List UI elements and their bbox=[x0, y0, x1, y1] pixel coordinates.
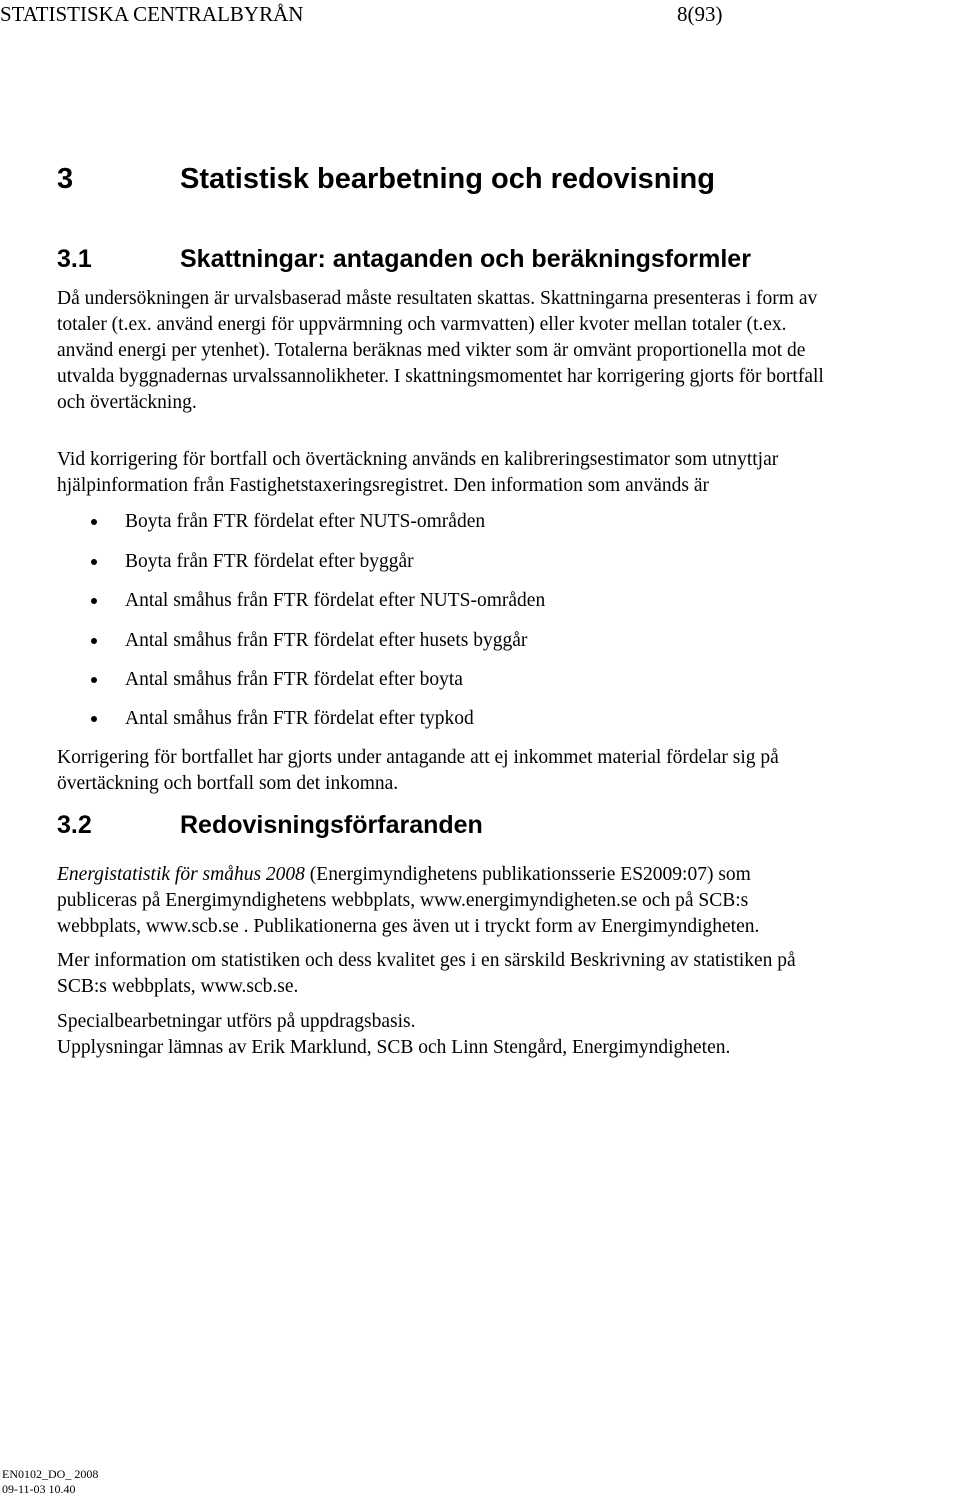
text-line: Vid korrigering för bortfall och övertäckning används en kalibreringsestimator som utnyttjar bbox=[57, 449, 779, 470]
section-3-2-title: Redovisningsförfaranden bbox=[180, 811, 483, 839]
text-line: totaler (t.ex. använd energi för uppvärmning och varmvatten) eller kvoter mellan totaler (t.ex. bbox=[57, 314, 787, 335]
publication-series: (Energimyndighetens publikationsserie ES2009:07) som bbox=[304, 864, 751, 885]
text-line: SCB:s webbplats, www.scb.se. bbox=[57, 976, 299, 997]
list-item: Antal småhus från FTR fördelat efter husets byggår bbox=[125, 630, 528, 651]
section-3-number: 3 bbox=[57, 163, 74, 195]
text-line: övertäckning och bortfall som det inkomna. bbox=[57, 773, 399, 794]
list-item: Antal småhus från FTR fördelat efter boyta bbox=[125, 669, 463, 690]
header-page-number: 8(93) bbox=[677, 2, 723, 26]
text-line: använd energi per ytenhet). Totalerna beräknas med vikter som är omvänt proportionella mot de bbox=[57, 340, 806, 361]
text-line: Upplysningar lämnas av Erik Marklund, SCB och Linn Stengård, Energimyndigheten. bbox=[57, 1037, 731, 1058]
section-3-1-number: 3.1 bbox=[57, 245, 92, 273]
bullet-icon bbox=[91, 716, 97, 722]
header-organization: STATISTISKA CENTRALBYRÅN bbox=[0, 2, 304, 26]
bullet-icon bbox=[91, 638, 97, 644]
list-item: Antal småhus från FTR fördelat efter NUTS-områden bbox=[125, 590, 546, 611]
section-3-2-number: 3.2 bbox=[57, 811, 92, 839]
text-line bbox=[57, 863, 751, 887]
section-3-title: Statistisk bearbetning och redovisning bbox=[180, 163, 715, 195]
bullet-icon bbox=[91, 598, 97, 604]
text-line: utvalda byggnadernas urvalssannolikheter. I skattningsmomentet har korrigering gjorts för bortfall bbox=[57, 366, 824, 387]
footer-document-id: EN0102_DO_ 2008 bbox=[2, 1467, 99, 1481]
publication-title: Energistatistik för småhus 2008 bbox=[57, 864, 305, 885]
text-line: Korrigering för bortfallet har gjorts under antagande att ej inkommet material fördelar sig på bbox=[57, 747, 779, 768]
bullet-icon bbox=[91, 559, 97, 565]
list-item: Boyta från FTR fördelat efter byggår bbox=[125, 551, 414, 572]
bullet-icon bbox=[91, 519, 97, 525]
footer-timestamp: 09-11-03 10.40 bbox=[2, 1482, 76, 1496]
bullet-icon bbox=[91, 677, 97, 683]
text-line: hjälpinformation från Fastighetstaxeringsregistret. Den information som används är bbox=[57, 475, 710, 496]
list-item: Antal småhus från FTR fördelat efter typkod bbox=[125, 708, 474, 729]
list-item: Boyta från FTR fördelat efter NUTS-områden bbox=[125, 511, 486, 532]
section-3-1-title: Skattningar: antaganden och beräkningsformler bbox=[180, 245, 751, 273]
text-line: Då undersökningen är urvalsbaserad måste resultaten skattas. Skattningarna presenteras i form av bbox=[57, 288, 818, 309]
text-line: Mer information om statistiken och dess kvalitet ges i en särskild Beskrivning av statistiken på bbox=[57, 950, 796, 971]
text-line: Specialbearbetningar utförs på uppdragsbasis. bbox=[57, 1011, 416, 1032]
text-line: publiceras på Energimyndighetens webbplats, www.energimyndigheten.se och på SCB:s bbox=[57, 890, 749, 911]
text-line: och övertäckning. bbox=[57, 392, 197, 413]
text-line: webbplats, www.scb.se . Publikationerna ges även ut i tryckt form av Energimyndigheten. bbox=[57, 916, 760, 937]
